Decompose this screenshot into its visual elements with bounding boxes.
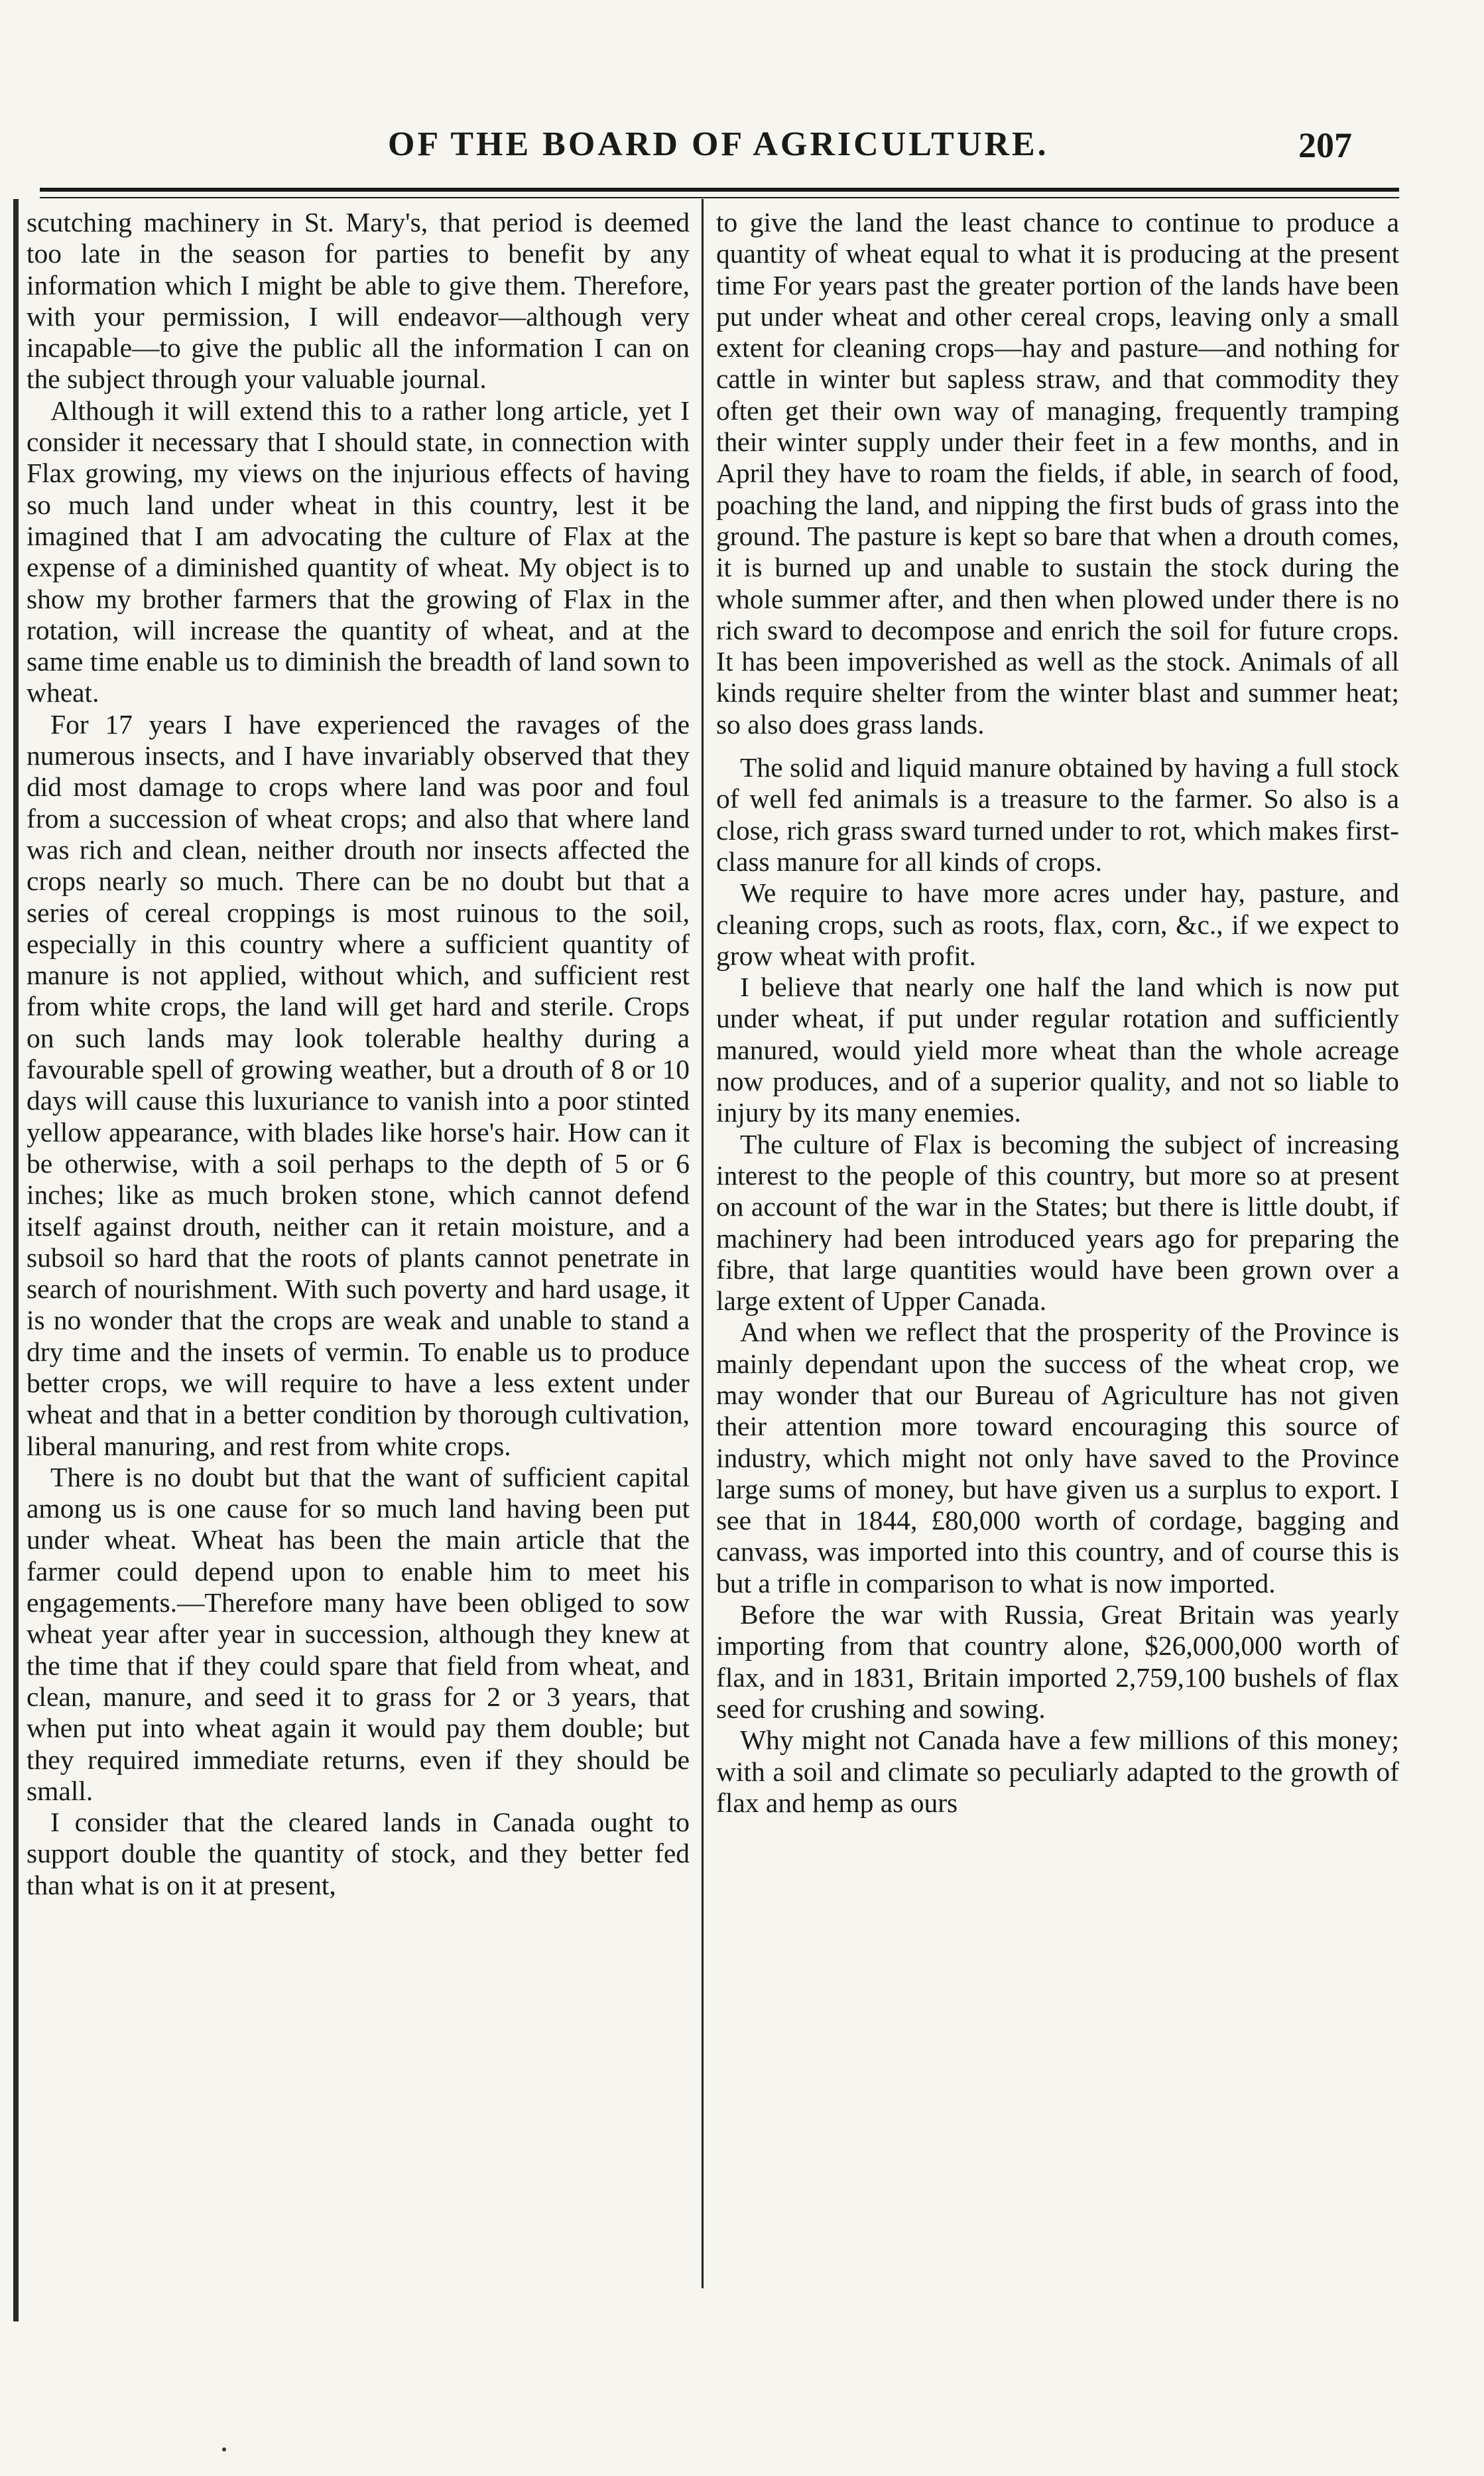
- header-rule-thin: [40, 197, 1399, 198]
- paragraph: I believe that nearly one half the land which is now put under wheat, if put under regular rotation and sufficiently manured, would yield more wheat than the whole acreage now produces, and of a superior quality, and not so liable to injury by its many enemies.: [716, 972, 1399, 1128]
- print-speck: [222, 2447, 226, 2451]
- paragraph: Although it will extend this to a rather long article, yet I consider it necessary that I should state, in connection with Flax growing, my views on the injurious effects of having so much land under wheat in this country, lest it be imagined that I am advocating the culture of Flax at the expense of a diminished quantity of wheat. My object is to show my brother farmers that the growing of Flax in the rotation, will increase the quantity of wheat, and at the same time enable us to diminish the breadth of land sown to wheat.: [27, 395, 690, 708]
- left-column: [27, 207, 690, 1901]
- paragraph: There is no doubt but that the want of sufficient capital among us is one cause for so much land having been put under wheat. Wheat has been the main article that the farmer could depend upon to enable him to meet his engagements.—Therefore many have been obliged to sow wheat year after year in succession, although they knew at the time that if they could spare that field from wheat, and clean, manure, and seed it to grass for 2 or 3 years, that when put into wheat again it would pay them double; but they required immediate returns, even if they should be small.: [27, 1461, 690, 1806]
- header-rule: [40, 188, 1399, 192]
- running-head: [0, 125, 1484, 171]
- paragraph: And when we reflect that the prosperity of the Province is mainly dependant upon the success of the wheat crop, we may wonder that our Bureau of Agriculture has not given their attention more toward encouraging this source of industry, which might not only have saved to the Province large sums of money, but have given us a surplus to export. I see that in 1844, £80,000 worth of cordage, bagging and canvass, was imported into this country, and of course this is but a trifle in comparison to what is now imported.: [716, 1317, 1399, 1598]
- paragraph: Before the war with Russia, Great Britain was yearly importing from that country alone, $26,000,000 worth of flax, and in 1831, Britain imported 2,759,100 bushels of flax seed for crushing and sowing.: [716, 1599, 1399, 1724]
- paragraph: scutching machinery in St. Mary's, that period is deemed too late in the season for parties to benefit by any information which I might be able to give them. Therefore, with your permission, I will endeavor—although very incapable—to give the public all the information I can on the subject through your valuable journal.: [27, 207, 690, 395]
- column-divider: [702, 199, 704, 2288]
- running-title: OF THE BOARD OF AGRICULTURE.: [388, 125, 1049, 163]
- paragraph: For 17 years I have experienced the ravages of the numerous insects, and I have invariably observed that they did most damage to crops where land was poor and foul from a succession of wheat crops; and also that where land was rich and clean, neither drouth nor insects affected the crops nearly so much. There can be no doubt but that a series of cereal croppings is most ruinous to the soil, especially in this country where a sufficient quantity of manure is not applied, without which, and sufficient rest from white crops, the land will get hard and sterile. Crops on such lands may look tolerable healthy during a favourable spell of growing weather, but a drouth of 8 or 10 days will cause this luxuriance to vanish into a poor stinted yellow appearance, with blades like horse's hair. How can it be otherwise, with a soil perhaps to the depth of 5 or 6 inches; like as much broken stone, which cannot defend itself against drouth, neither can it retain moisture, and a subsoil so hard that the roots of plants cannot penetrate in search of nourishment. With such poverty and hard usage, it is no wonder that the crops are weak and unable to stand a dry time and the insets of vermin. To enable us to produce better crops, we will require to have a less extent under wheat and that in a better condition by thorough cultivation, liberal manuring, and rest from white crops.: [27, 708, 690, 1461]
- right-column: [716, 207, 1399, 1819]
- page-number: 207: [1298, 125, 1352, 165]
- paragraph: I consider that the cleared lands in Canada ought to support double the quantity of stock, and they better fed than what is on it at present,: [27, 1807, 690, 1900]
- paragraph: to give the land the least chance to continue to produce a quantity of wheat equal to what it is producing at the present time For years past the greater portion of the lands have been put under wheat and other cereal crops, leaving only a small extent for cleaning crops—hay and pasture—and nothing for cattle in winter but sapless straw, and that commodity they often get their own way of managing, frequently tramping their winter supply under their feet in a few months, and in April they have to roam the fields, if able, in search of food, poaching the land, and nipping the first buds of grass into the ground. The pasture is kept so bare that when a drouth comes, it is burned up and unable to sustain the stock during the whole summer after, and then when plowed under there is no rich sward to decompose and enrich the soil for future crops. It has been impoverished as well as the stock. Animals of all kinds require shelter from the winter blast and summer heat; so also does grass lands.: [716, 207, 1399, 740]
- paragraph: The culture of Flax is becoming the subject of increasing interest to the people of this country, but more so at present on account of the war in the States; but there is little doubt, if machinery had been introduced years ago for preparing the fibre, that large quantities would have been grown over a large extent of Upper Canada.: [716, 1128, 1399, 1317]
- paragraph: The solid and liquid manure obtained by having a full stock of well fed animals is a treasure to the farmer. So also is a close, rich grass sward turned under to rot, which makes first-class manure for all kinds of crops.: [716, 752, 1399, 877]
- binding-edge: [13, 199, 19, 2321]
- paragraph: Why might not Canada have a few millions of this money; with a soil and climate so peculiarly adapted to the growth of flax and hemp as ours: [716, 1725, 1399, 1818]
- paragraph: We require to have more acres under hay, pasture, and cleaning crops, such as roots, flax, corn, &c., if we expect to grow wheat with profit.: [716, 878, 1399, 971]
